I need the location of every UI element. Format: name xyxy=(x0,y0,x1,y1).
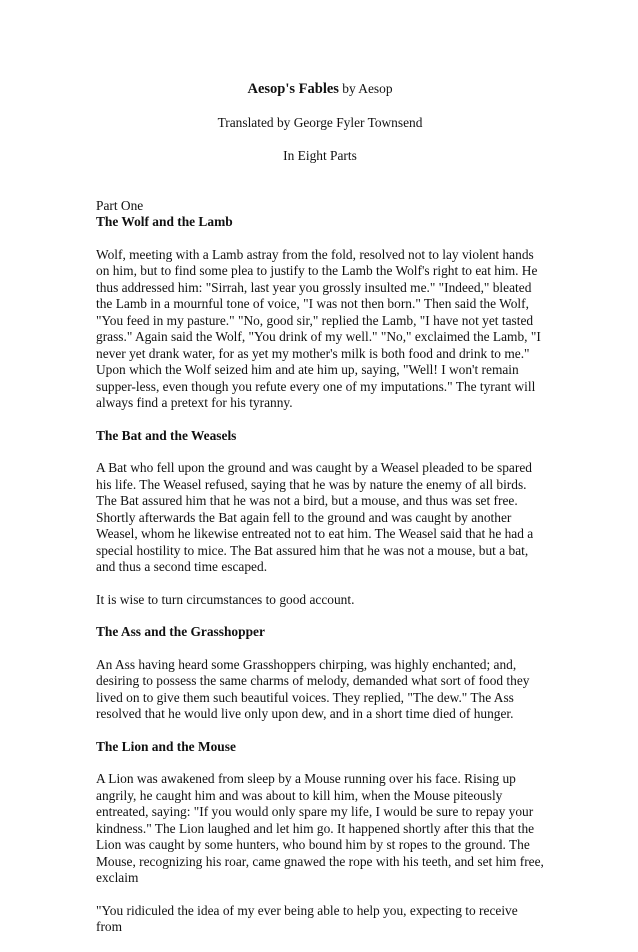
fable-paragraph: "You ridiculed the idea of my ever being able to help you, expecting to receive from xyxy=(96,902,518,934)
parts-note: In Eight Parts xyxy=(283,148,357,163)
fable-paragraph: A Lion was awakened from sleep by a Mouse running over his face. Rising up angrily, he caught him and was about to kill him, when the Mouse piteously entreated, saying: "If you would only spare my life, I would be sure to repay your kindness." The Lion laughed and let him go. It happened shortly after this that the Lion was caught by some hunters, who bound him by st ropes to the ground. The Mouse, recognizing his roar, came gnawed the rope with his teeth, and set him free, exclaim xyxy=(96,771,544,885)
document-page xyxy=(96,81,544,952)
translator-credit: Translated by George Fyler Townsend xyxy=(217,114,423,130)
fable-paragraph: A Bat who fell upon the ground and was caught by a Weasel pleaded to be spared his life. The Weasel refused, saying that he was by nature the enemy of all birds. The Bat assured him that he was not a bird, but a mouse, and thus was set free. Shortly afterwards the Bat again fell to the ground and was caught by another Weasel, whom he likewise entreated not to eat him. The Weasel said that he had a special hostility to mice. The Bat assured him that he was not a mouse, but a bat, and thus a second time escaped. xyxy=(96,460,534,574)
fable-moral: It is wise to turn circumstances to good account. xyxy=(96,591,355,607)
fable-heading-bat-weasels: The Bat and the Weasels xyxy=(96,427,237,443)
fable-heading-lion-mouse: The Lion and the Mouse xyxy=(96,738,236,754)
title-line xyxy=(96,81,544,98)
fable-heading-wolf-lamb: The Wolf and the Lamb xyxy=(96,214,233,229)
fable-paragraph: Wolf, meeting with a Lamb astray from the fold, resolved not to lay violent hands on him, but to find some plea to justify to the Lamb the Wolf's right to eat him. He thus addressed him: "Sirrah, last year you grossly insulted me." "Indeed," bleated the Lamb in a mournful tone of voice, "I was not then born." Then said the Wolf, "You feed in my pasture." "No, good sir," replied the Lamb, "I have not yet tasted grass." Again said the Wolf, "You drink of my well." "No," exclaimed the Lamb, "I never yet drank water, for as yet my mother's milk is both food and drink to me." Upon which the Wolf seized him and ate him up, saying, "Well! I won't remain supper-less, even though you refute every one of my imputations." The tyrant will always find a pretext for his tyranny. xyxy=(96,246,541,410)
fable-heading-ass-grasshopper: The Ass and the Grasshopper xyxy=(96,624,265,639)
part-label: Part One xyxy=(96,197,144,213)
document-byline: by Aesop xyxy=(342,81,393,96)
document-title: Aesop's Fables xyxy=(247,81,339,97)
fable-paragraph: An Ass having heard some Grasshoppers chirping, was highly enchanted; and, desiring to possess the same charms of melody, demanded what sort of food they lived on to give them such beautiful voices. They replied, "The dew." The Ass resolved that he would live only upon dew, and in a short time died of hunger. xyxy=(96,656,530,721)
